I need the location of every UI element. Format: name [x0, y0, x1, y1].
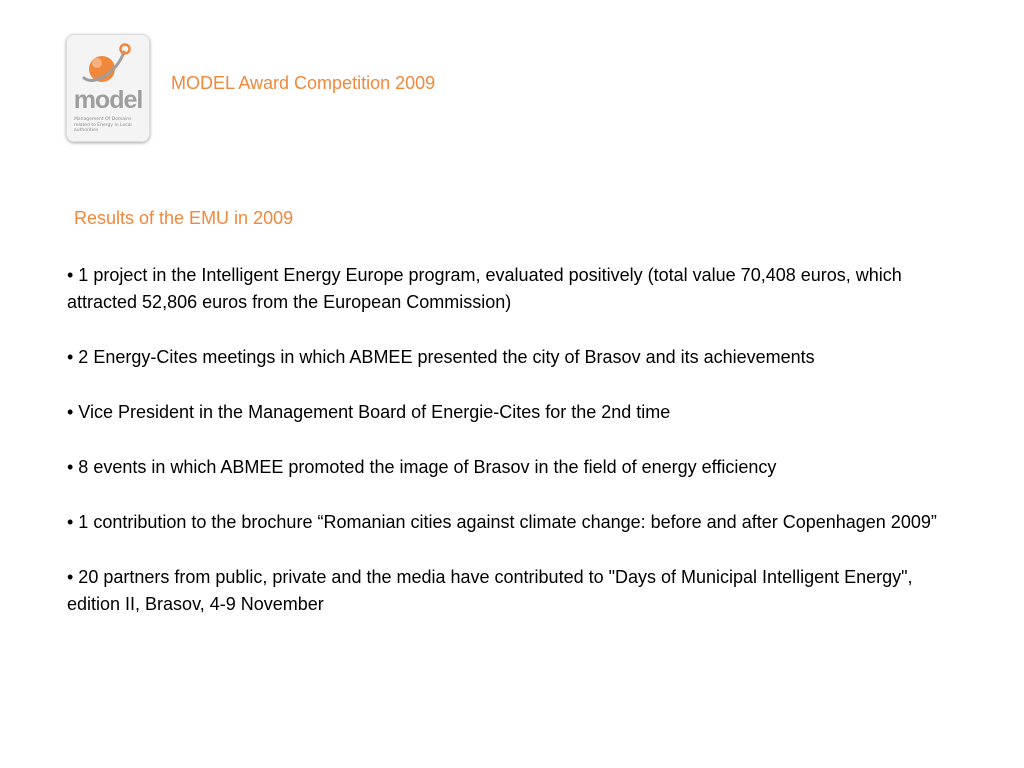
list-item: • 2 Energy-Cites meetings in which ABMEE presented the city of Brasov and its achievements — [67, 347, 815, 367]
list-item: • Vice President in the Management Board of Energie-Cites for the 2nd time — [67, 402, 671, 422]
list-item: • 1 project in the Intelligent Energy Europe program, evaluated positively (total value 70,408 euros, which attracted 52,806 euros from the European Commission) — [67, 265, 902, 312]
orbit-globe-icon — [66, 34, 150, 94]
list-item: • 20 partners from public, private and the media have contributed to "Days of Municipal Intelligent Energy", edition II, Brasov, 4-9 November — [67, 567, 913, 614]
logo-tagline: Management Of Domains related to Energy in Local authorities — [74, 117, 132, 133]
section-title: Results of the EMU in 2009 — [74, 208, 294, 228]
list-item: • 8 events in which ABMEE promoted the image of Brasov in the field of energy efficiency — [67, 457, 777, 477]
logo-wordmark: model — [73, 86, 143, 114]
page-title: MODEL Award Competition 2009 — [171, 73, 436, 93]
list-item: • 1 contribution to the brochure “Romanian cities against climate change: before and after Copenhagen 2009” — [67, 512, 937, 532]
results-list — [67, 262, 947, 646]
model-logo — [66, 34, 150, 142]
